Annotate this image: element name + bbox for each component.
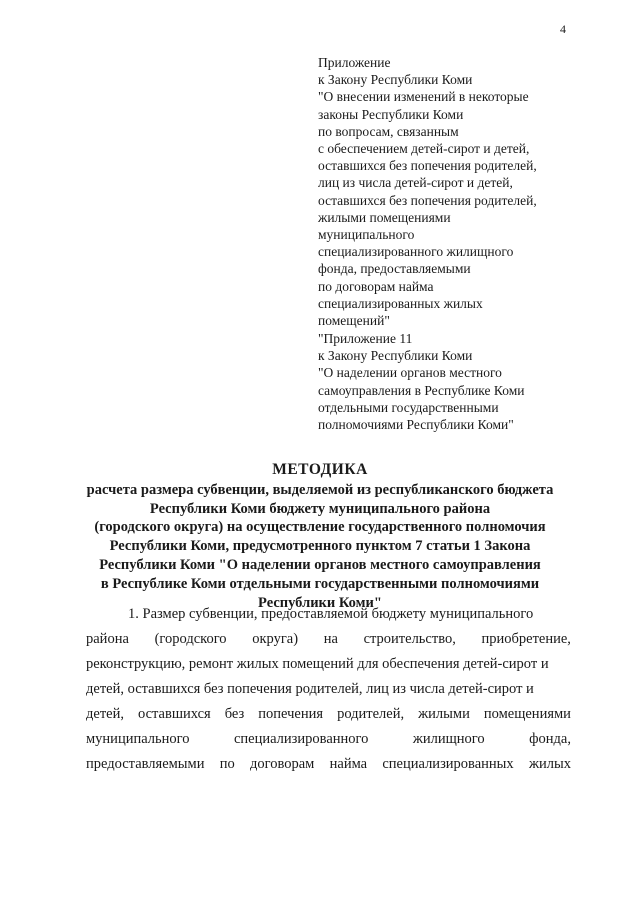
body-word: жилыми <box>418 706 470 722</box>
body-text-segment: детей, оставшихся без попечения родителей, лиц из числа детей-сирот и <box>86 681 534 697</box>
body-word: помещениями <box>483 706 571 722</box>
body-text-segment: реконструкцию, ремонт жилых помещений для обеспечения детей-сирот и <box>86 656 549 672</box>
appendix-11-reference-block <box>318 330 618 433</box>
body-line <box>86 652 571 677</box>
methodology-subtitle-line: Республики Коми, предусмотренного пунктом 7 статьи 1 Закона <box>109 538 531 555</box>
body-word: детей, <box>86 706 124 722</box>
methodology-heading <box>60 461 580 612</box>
body-word: специализированного <box>233 731 369 747</box>
body-word: округа) <box>252 631 299 647</box>
appendix-line: к Закону Республики Коми <box>318 72 473 88</box>
appendix-line: специализированного жилищного <box>318 244 514 260</box>
methodology-subtitle-line: Республики Коми" <box>258 594 382 611</box>
body-word: (городского <box>154 631 227 647</box>
appendix-line: по договорам найма <box>318 278 434 294</box>
body-word: попечения <box>258 706 324 722</box>
appendix-reference-block <box>318 54 618 329</box>
appendix-line: самоуправления в Республике Коми <box>318 382 525 398</box>
body-paragraph <box>86 602 571 777</box>
body-word: найма <box>329 756 368 772</box>
body-line <box>86 602 571 627</box>
appendix-line: жилыми помещениями <box>318 209 451 225</box>
body-word: жилищного <box>412 731 485 747</box>
methodology-subtitle-line: расчета размера субвенции, выделяемой из республиканского бюджета <box>86 481 554 498</box>
appendix-line: помещений" <box>318 313 390 329</box>
methodology-subtitle-line: в Республике Коми отдельными государственными полномочиями <box>100 575 540 592</box>
methodology-title: МЕТОДИКА <box>272 461 368 478</box>
body-word: предоставляемыми <box>86 756 205 772</box>
body-line <box>86 627 571 652</box>
appendix-line: "О наделении органов местного <box>318 365 502 381</box>
methodology-subtitle-line: Республики Коми бюджету муниципального района <box>149 500 491 517</box>
appendix-line: специализированных жилых <box>318 295 483 311</box>
body-word: муниципального <box>86 731 190 747</box>
appendix-line: оставшихся без попечения родителей, <box>318 192 537 208</box>
body-word: оставшихся <box>138 706 211 722</box>
body-word: на <box>323 631 338 647</box>
appendix-line: оставшихся без попечения родителей, <box>318 158 537 174</box>
body-word: родителей, <box>337 706 405 722</box>
body-word: строительство, <box>363 631 456 647</box>
body-word: по <box>219 756 235 772</box>
body-word: района <box>86 631 129 647</box>
body-line <box>86 727 571 752</box>
appendix-line: "О внесении изменений в некоторые <box>318 89 529 105</box>
appendix-line: отдельными государственными <box>318 399 499 415</box>
methodology-subtitle-line: (городского округа) на осуществление государственного полномочия <box>94 519 546 536</box>
appendix-line: "Приложение 11 <box>318 331 413 346</box>
body-word: без <box>224 706 245 722</box>
page-number: 4 <box>560 22 566 36</box>
methodology-subtitle-line: Республики Коми "О наделении органов местного самоуправления <box>99 556 541 573</box>
body-text-segment: 1. Размер субвенции, предоставляемой бюджету муниципального <box>128 606 534 622</box>
appendix-line: с обеспечением детей-сирот и детей, <box>318 141 530 157</box>
body-word: договорам <box>250 756 315 772</box>
appendix-line: лиц из числа детей-сирот и детей, <box>318 175 513 191</box>
body-line <box>86 677 571 702</box>
appendix-line: к Закону Республики Коми <box>318 348 473 364</box>
appendix-line: полномочиями Республики Коми" <box>318 417 514 433</box>
body-line <box>86 752 571 777</box>
body-line <box>86 702 571 727</box>
body-word: фонда, <box>529 731 571 747</box>
body-word: приобретение, <box>481 631 571 647</box>
body-word: жилых <box>528 756 571 772</box>
appendix-line: Приложение <box>318 55 391 70</box>
appendix-line: фонда, предоставляемыми <box>318 261 471 277</box>
appendix-line: муниципального <box>318 227 415 243</box>
appendix-line: законы Республики Коми <box>318 106 464 122</box>
body-word: специализированных <box>382 756 514 772</box>
appendix-line: по вопросам, связанным <box>318 123 459 139</box>
